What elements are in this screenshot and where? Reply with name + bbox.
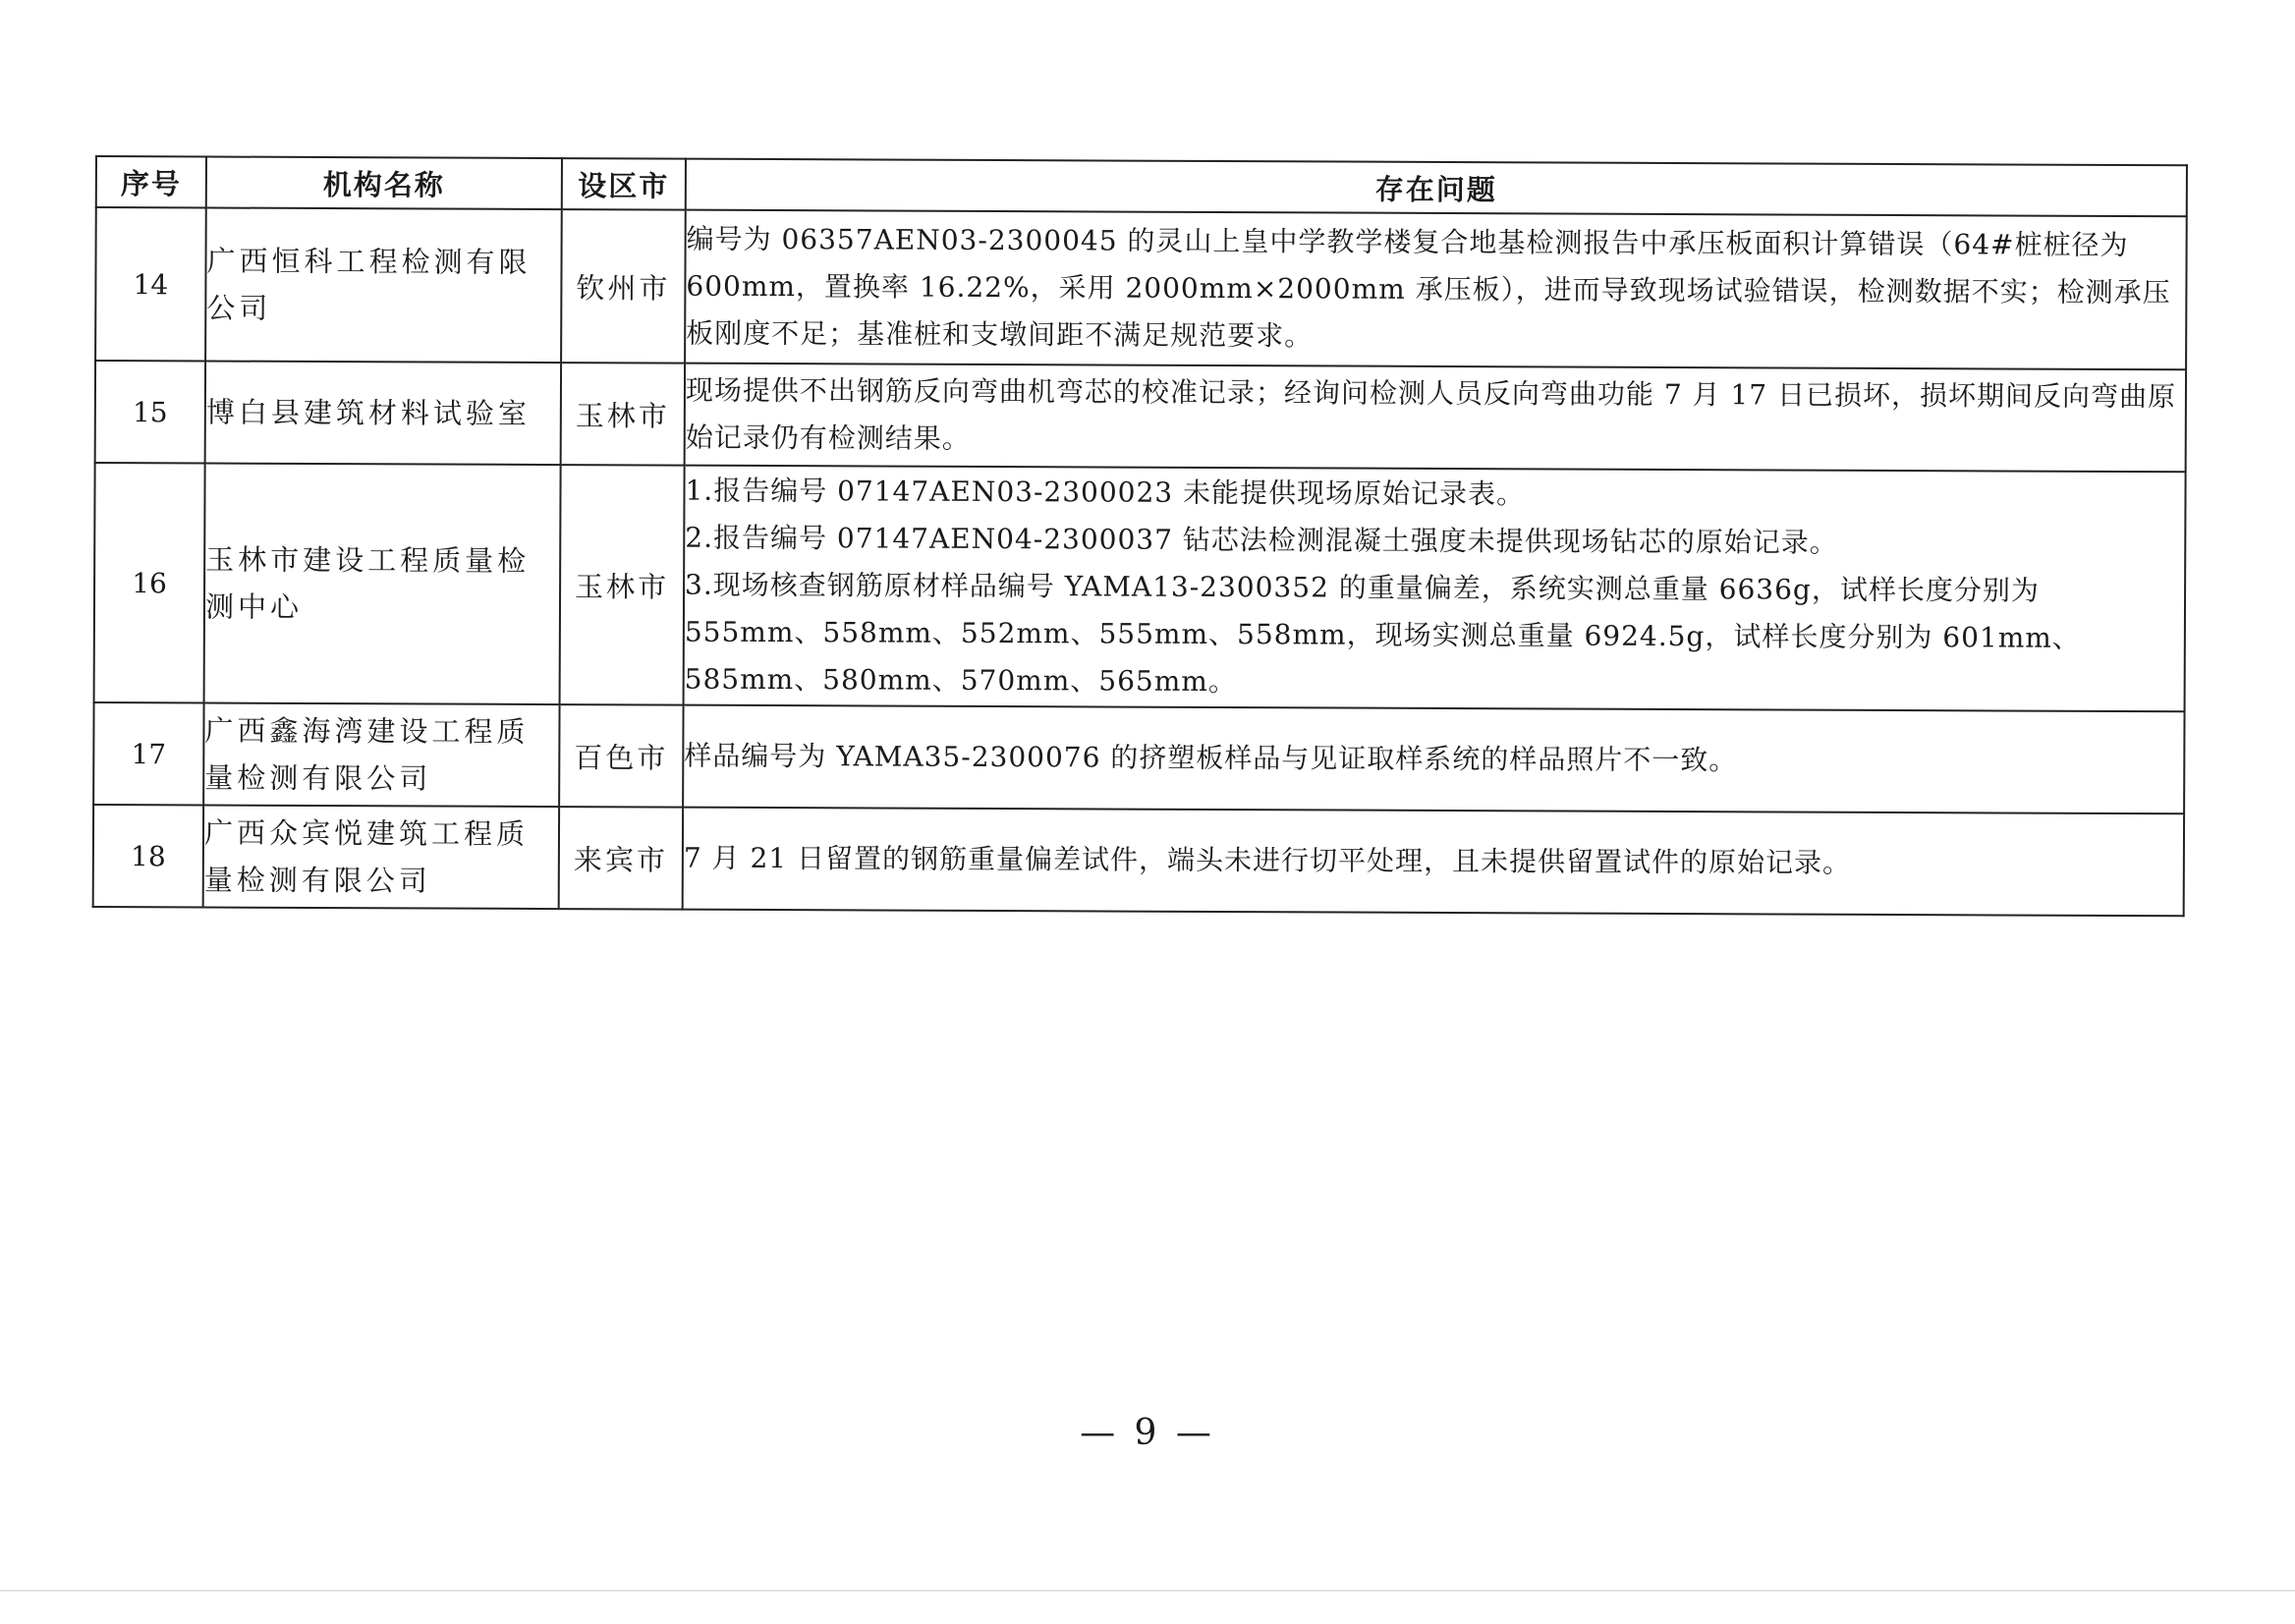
row-number: 16 xyxy=(94,463,205,702)
city-name: 百色市 xyxy=(559,704,683,808)
problem-description xyxy=(684,466,2186,712)
problem-description xyxy=(683,808,2184,917)
problem-line: 1.报告编号 07147AEN03-2300023 未能提供现场原始记录表。 xyxy=(685,474,1526,511)
problem-description xyxy=(685,364,2186,473)
table-row xyxy=(95,361,2186,472)
table-header-row xyxy=(96,156,2187,216)
page-number: — 9 — xyxy=(1080,1413,1215,1453)
table-row xyxy=(94,463,2186,711)
problem-line: 样品编号为 YAMA35-2300076 的挤塑板样品与见证取样系统的样品照片不一致。 xyxy=(684,739,1738,777)
table-row xyxy=(93,805,2184,916)
problem-line: 7 月 21 日留置的钢筋重量偏差试件，端头未进行切平处理，且未提供留置试件的原始记录。 xyxy=(683,841,1852,879)
table-row xyxy=(95,207,2187,369)
problem-description xyxy=(683,705,2184,814)
organization-name: 广西众宾悦建筑工程质量检测有限公司 xyxy=(203,805,559,909)
header-organization: 机构名称 xyxy=(206,156,562,209)
city-name: 钦州市 xyxy=(561,209,686,364)
row-number: 15 xyxy=(95,361,205,463)
header-problem: 存在问题 xyxy=(686,159,2187,217)
header-number: 序号 xyxy=(96,156,206,207)
problem-line: 2.报告编号 07147AEN04-2300037 钻芯法检测混凝土强度未提供现场钻芯的原始记录。 xyxy=(685,521,1838,559)
problem-line: 编号为 06357AEN03-2300045 的灵山上皇中学教学楼复合地基检测报告中承压板面积计算错误（64#桩桩径为 600mm，置换率 16.22%，采用 2000mm×2000mm 承压板），进而导致现场试验错误，检测数据不实；检测承压板刚度不足；基准桩和支墩间距不满足规范要求。 xyxy=(686,222,2171,353)
header-city: 设区市 xyxy=(562,158,686,210)
row-number: 17 xyxy=(93,702,203,805)
problem-line: 现场提供不出钢筋反向弯曲机弯芯的校准记录；经询问检测人员反向弯曲功能 7 月 17 日已损坏，损坏期间反向弯曲原始记录仍有检测结果。 xyxy=(685,373,2177,455)
city-name: 玉林市 xyxy=(561,363,685,466)
city-name: 玉林市 xyxy=(560,465,685,705)
issues-table xyxy=(92,155,2188,917)
table-row xyxy=(93,702,2184,813)
organization-name: 广西恒科工程检测有限公司 xyxy=(205,207,562,363)
problem-line: 3.现场核查钢筋原材样品编号 YAMA13-2300352 的重量偏差，系统实测总重量 6636g，试样长度分别为 555mm、558mm、552mm、555mm、558mm，现场实测总重量 6924.5g，试样长度分别为 601mm、585mm、580mm、570mm、565mm。 xyxy=(684,568,2081,699)
scan-edge-line xyxy=(0,1590,2295,1592)
city-name: 来宾市 xyxy=(559,807,683,910)
organization-name: 广西鑫海湾建设工程质量检测有限公司 xyxy=(203,702,559,807)
problem-description xyxy=(685,210,2187,370)
row-number: 18 xyxy=(93,805,203,907)
row-number: 14 xyxy=(95,207,206,361)
organization-name: 博白县建筑材料试验室 xyxy=(205,361,561,465)
organization-name: 玉林市建设工程质量检测中心 xyxy=(204,463,561,704)
